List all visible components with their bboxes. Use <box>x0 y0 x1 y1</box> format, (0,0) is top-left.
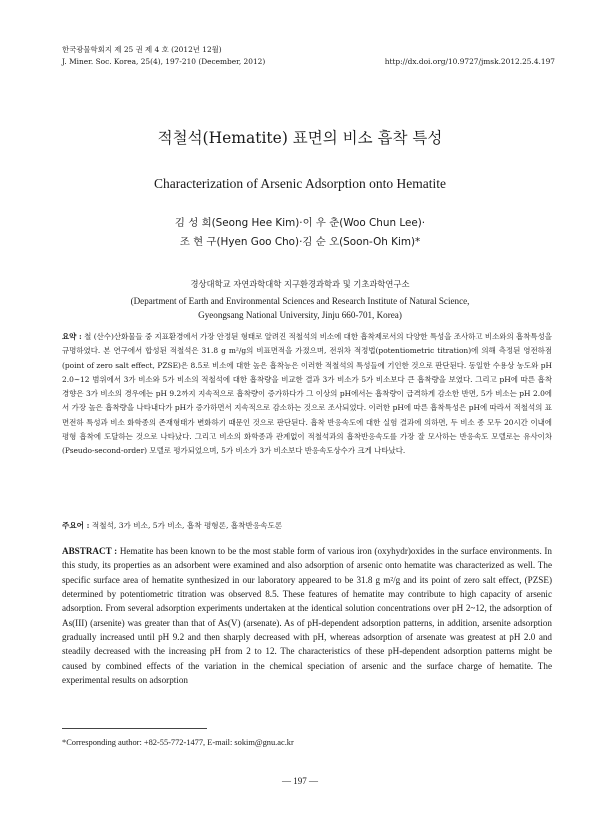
abstract-korean <box>62 330 552 459</box>
abstract-english <box>62 544 552 687</box>
abstract-english-text: Hematite has been known to be the most stable form of various iron (oxyhydr)oxides in the surface environments. In this study, its properties as an adsorbent were examined and also adsorption of arsenic onto hematite was characterized as well. The specific surface area of hematite synthesized in our laboratory appeared to be 31.8 g m²/g and its point of zero salt effect, (PZSE) determined by potentiometric titration was observed 8.5. These features of hematite may contribute to high capacity of arsenic adsorption. From several adsorption experiments undertaken at the identical solution concentrations over pH 2~12, the adsorption of As(III) (arsenite) was greater than that of As(V) (arsenate). As of pH-dependent adsorption patterns, in addition, arsenite adsorption gradually increased until pH 9.2 and then sharply decreased with pH, whereas adsorption of arsenate was greatest at pH 2.0 and steadily decreased with the increasing pH from 2 to 12. The characteristics of these pH-dependent adsorption patterns might be caused by combined effects of the variation in the chemical speciation of arsenic and the surface charge of hematite. The experimental results on adsorption <box>62 546 552 686</box>
footnote-divider <box>62 728 207 729</box>
journal-header <box>62 44 555 68</box>
journal-name-en: J. Miner. Soc. Korea, 25(4), 197-210 (December, 2012) <box>62 57 266 66</box>
affiliation-korean: 경상대학교 자연과학대학 지구환경과학과 및 기초과학연구소 <box>190 279 410 289</box>
title-korean: 적철석(Hematite) 표면의 비소 흡착 특성 <box>157 129 443 147</box>
affiliation-english-line-1: (Department of Earth and Environmental Sciences and Research Institute of Natural Science, <box>130 296 470 306</box>
keywords-text: 적철석, 3가 비소, 5가 비소, 흡착 평형론, 흡착반응속도론 <box>91 521 283 530</box>
affiliation <box>0 277 600 322</box>
affiliation-english-line-2: Gyeongsang National University, Jinju 660-701, Korea) <box>198 310 402 320</box>
journal-name-ko: 한국광물학회지 제 25 권 제 4 호 (2012년 12월) <box>62 45 222 54</box>
page-number: — 197 — <box>282 776 318 786</box>
abstract-korean-label: 요약 : <box>62 332 82 341</box>
keywords-label: 주요어 : <box>62 521 90 530</box>
abstract-english-label: ABSTRACT : <box>62 546 118 556</box>
authors-line-1: 김 성 희(Seong Hee Kim)·이 우 춘(Woo Chun Lee)· <box>174 217 426 229</box>
journal-citation-row <box>62 56 555 68</box>
title-english: Characterization of Arsenic Adsorption onto Hematite <box>153 176 447 191</box>
doi-link[interactable]: http://dx.doi.org/10.9727/jmsk.2012.25.4.197 <box>384 57 555 66</box>
abstract-korean-text: 철 (산수)산화물들 중 지표환경에서 가장 안정된 형태로 알려진 적철석의 비소에 대한 흡착제로서의 다양한 특성을 조사하고 비소와의 흡착특성을 규명하였다. 본 연구에서 합성된 적철석은 31.8 g m²/g의 비표면적을 가졌으며, 전위차 적정법(potentiometric titration)에 의해 측정된 영전하점(point of zero salt effect, PZSE)은 8.5로 비소에 대한 높은 흡착능은 이러한 적철석의 특성들에 기인한 것으로 판단된다. 동일한 수용상 농도와 pH 2.0~12 범위에서 3가 비소와 5가 비소의 적철석에 대한 흡착량을 비교한 결과 3가 비소가 5가 비소보다 큰 흡착량을 보였다. 그리고 pH에 따른 흡착경향은 3가 비소의 경우에는 pH 9.2까지 지속적으로 흡착량이 증가하다가 그 이상의 pH에서는 흡착량이 급격하게 감소한 반면, 5가 비소는 pH 2.0에서 가장 높은 흡착량을 나타내다가 pH가 증가하면서 지속적으로 감소하는 것으로 조사되었다. 이러한 pH에 따른 흡착특성은 pH에 따라서 적철석의 표면전하 특성과 비소 화학종의 존재형태가 변화하기 때문인 것으로 판단된다. 흡착 반응속도에 대한 실험 결과에 의하면, 두 비소 종 모두 20시간 이내에 평형 흡착에 도달하는 것으로 나타났다. 그리고 비소의 화학종과 관계없이 적철석과의 흡착반응속도를 가장 잘 모사하는 반응속도 모델로는 유사이차(Pseudo-second-order) 모델로 평가되었으며, 5가 비소가 3가 비소보다 반응속도상수가 크게 나타났다. <box>62 332 552 456</box>
keywords-korean <box>62 520 552 532</box>
authors <box>0 214 600 252</box>
authors-line-2: 조 현 구(Hyen Goo Cho)·김 순 오(Soon-Oh Kim)* <box>179 236 421 248</box>
corresponding-author-footnote: *Corresponding author: +82-55-772-1477, E-mail: sokim@gnu.ac.kr <box>62 738 294 747</box>
